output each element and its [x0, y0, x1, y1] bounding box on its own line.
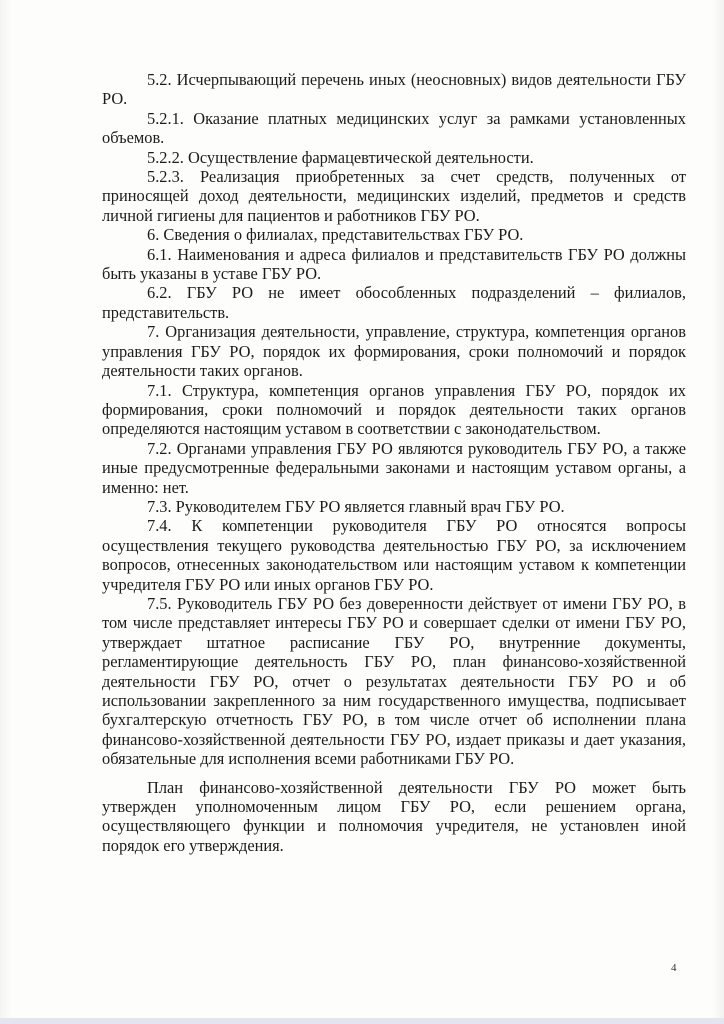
paragraph-plan: План финансово-хозяйственной деятельности ГБУ РО может быть утвержден уполномоченным лицом ГБУ РО, если решением органа, осуществляющего функции и полномочия учредителя, не установлен иной порядок его утверждения. — [102, 777, 686, 855]
paragraph-5-2-2: 5.2.2. Осуществление фармацевтической деятельности. — [147, 147, 534, 167]
paragraph-7-2: 7.2. Органами управления ГБУ РО являются руководитель ГБУ РО, а также иные предусмотренные федеральными законами и настоящим уставом органы, а именно: нет. — [102, 438, 686, 497]
paragraph-5-2: 5.2. Исчерпывающий перечень иных (неосновных) видов деятельности ГБУ РО. — [102, 70, 686, 109]
paragraph-5-2-1: 5.2.1. Оказание платных медицинских услуг за рамками установленных объемов. — [102, 108, 686, 148]
paragraph-6-1: 6.1. Наименования и адреса филиалов и представительств ГБУ РО должны быть указаны в уставе ГБУ РО. — [102, 244, 686, 284]
paragraph-7-4: 7.4. К компетенции руководителя ГБУ РО относятся вопросы осуществления текущего руководства деятельностью ГБУ РО, за исключением вопросов, отнесенных законодательством или настоящим уставом к компетенции учредителя ГБУ РО или иных органов ГБУ РО. — [102, 516, 686, 594]
paragraph-6-2: 6.2. ГБУ РО не имеет обособленных подразделений – филиалов, представительств. — [102, 283, 686, 322]
paragraph-7-5: 7.5. Руководитель ГБУ РО без доверенности действует от имени ГБУ РО, в том числе представляет интересы ГБУ РО и совершает сделки от имени ГБУ РО, утверждает штатное расписание ГБУ РО, внутренние документы, регламентирующие деятельность ГБУ РО, план финансово-хозяйственной деятельности ГБУ РО, отчет о результатах деятельности ГБУ РО и об использовании закрепленного за ним государственного имущества, подписывает бухгалтерскую отчетность ГБУ РО, в том числе отчет об исполнении плана финансово-хозяйственной деятельности ГБУ РО, издает приказы и дает указания, обязательные для исполнения всеми работниками ГБУ РО. — [102, 593, 686, 769]
scan-bottom-edge — [0, 1018, 724, 1024]
document-body — [102, 70, 686, 855]
paragraph-6: 6. Сведения о филиалах, представительствах ГБУ РО. — [147, 225, 524, 245]
paragraph-7-1: 7.1. Структура, компетенция органов управления ГБУ РО, порядок их формирования, сроки полномочий и порядок деятельности таких органов определяются настоящим уставом в соответствии с законодательством. — [102, 380, 686, 439]
page-number: 4 — [671, 962, 677, 974]
paragraph-7: 7. Организация деятельности, управление, структура, компетенция органов управления ГБУ РО, порядок их формирования, сроки полномочий и порядок деятельности таких органов. — [102, 322, 686, 381]
paragraph-5-2-3: 5.2.3. Реализация приобретенных за счет средств, полученных от приносящей доход деятельности, медицинских изделий, предметов и средств личной гигиены для пациентов и работников ГБУ РО. — [102, 167, 686, 225]
paragraph-7-3: 7.3. Руководителем ГБУ РО является главный врач ГБУ РО. — [147, 496, 565, 516]
